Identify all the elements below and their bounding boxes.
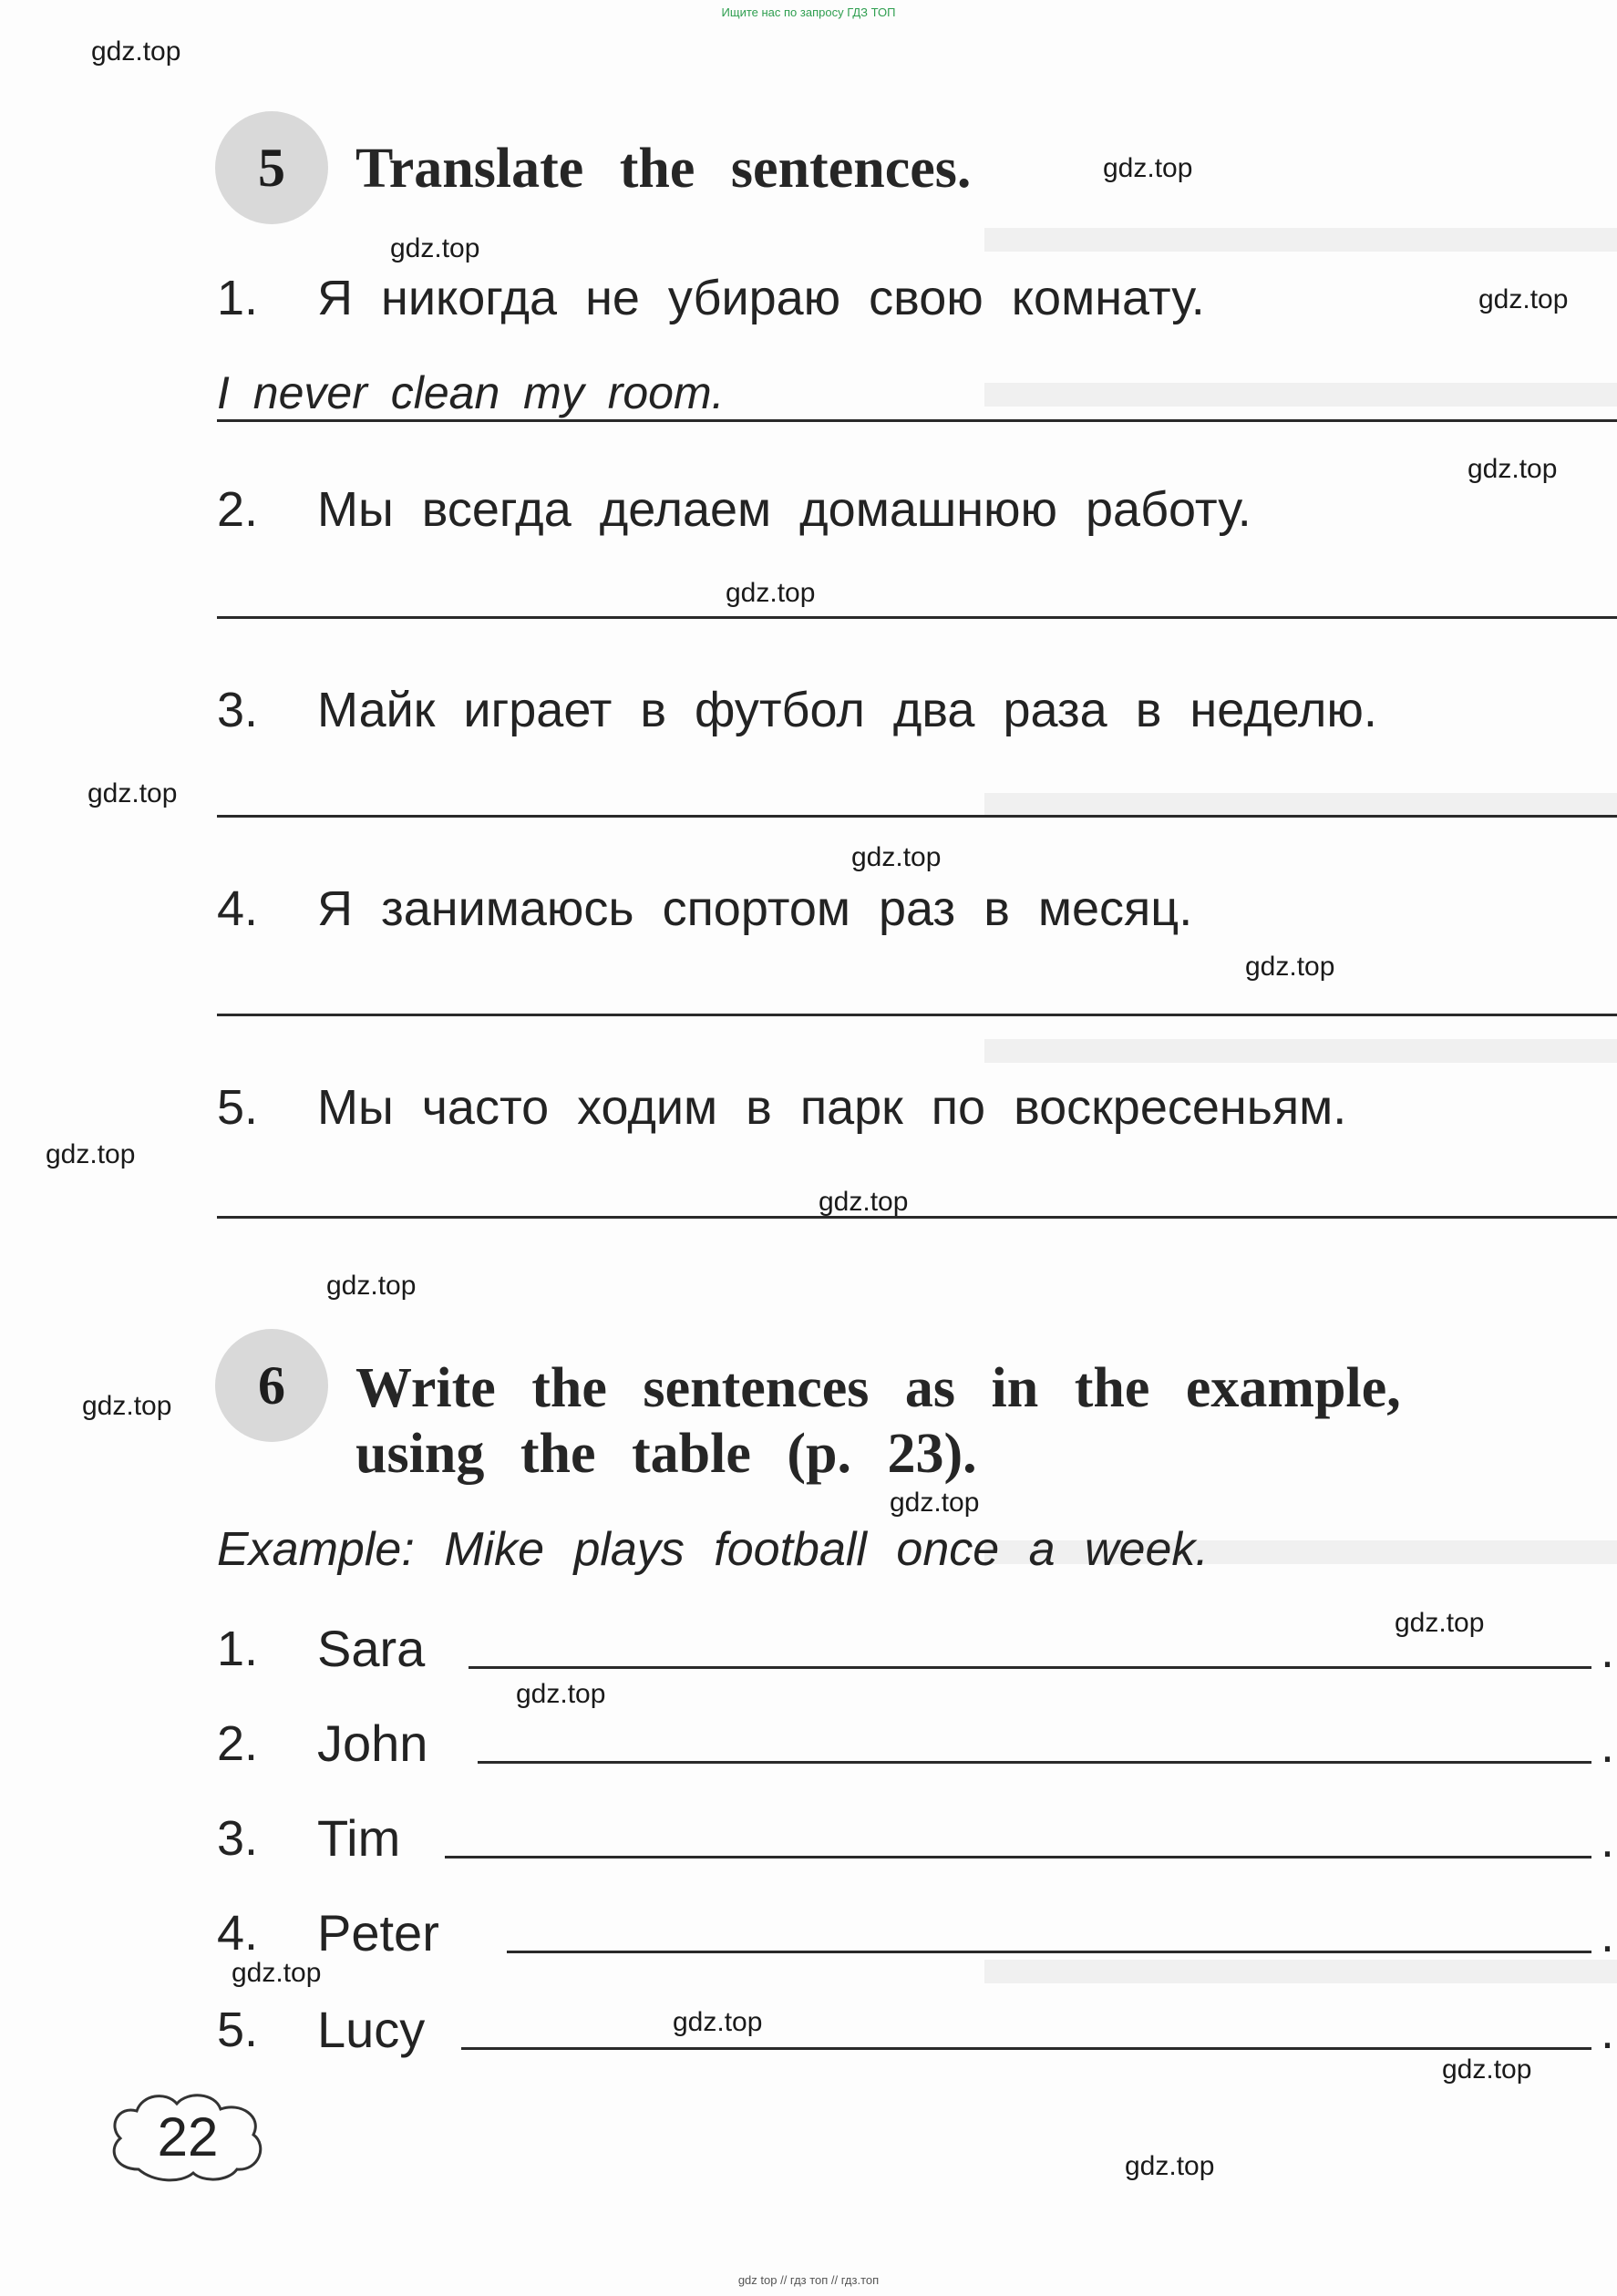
item-number: 4. [217,1906,259,1961]
answer-line[interactable] [217,815,1617,818]
watermark: gdz.top [1478,284,1569,314]
watermark: gdz.top [1395,1608,1485,1638]
watermark: gdz.top [1442,2054,1532,2085]
line-end-period: . [1601,1718,1615,1773]
watermark: gdz.top [851,842,942,872]
page-number: 22 [157,2106,219,2167]
watermark: gdz.top [1468,454,1558,484]
top-banner: Ищите нас по запросу ГДЗ ТОП [721,5,896,19]
item-name: John [317,1714,428,1772]
item-number: 2. [217,482,259,537]
line-end-period: . [1601,1813,1615,1868]
item-name: Tim [317,1809,401,1867]
watermark: gdz.top [1245,952,1335,982]
bleed-through [984,1039,1617,1063]
item-number: 5. [217,1080,259,1135]
watermark: gdz.top [516,1679,606,1709]
answer-line[interactable] [469,1666,1591,1669]
answer-line[interactable] [478,1761,1591,1764]
exercise-6-title-line2: using the table (p. 23). [355,1423,977,1485]
bleed-through [984,1960,1617,1983]
exercise-6-title-line1: Write the sentences as in the example, [355,1357,1401,1419]
item-name: Peter [317,1904,439,1961]
item-number: 3. [217,1811,259,1866]
russian-sentence: Я занимаюсь спортом раз в месяц. [317,881,1193,936]
answer-text: I never clean my room. [217,367,725,418]
line-end-period: . [1601,1908,1615,1962]
item-number: 3. [217,683,259,737]
page-number-cloud [102,2085,273,2188]
watermark: gdz.top [726,578,816,608]
watermark: gdz.top [232,1958,322,1988]
bleed-through [984,793,1617,817]
line-end-period: . [1601,1623,1615,1678]
watermark: gdz.top [91,36,181,67]
answer-line[interactable] [217,1014,1617,1016]
item-name: Sara [317,1620,426,1677]
watermark: gdz.top [1103,153,1193,183]
watermark: gdz.top [82,1391,172,1421]
exercise-5-title: Translate the sentences. [355,138,972,200]
footer-note: gdz top // гдз топ // гдз.топ [737,2273,880,2287]
watermark: gdz.top [890,1488,980,1518]
item-number: 5. [217,2003,259,2057]
watermark: gdz.top [326,1271,417,1301]
item-name: Lucy [317,2001,426,2058]
answer-line[interactable] [507,1951,1591,1953]
watermark: gdz.top [1125,2151,1215,2181]
bleed-through [984,383,1617,407]
watermark: gdz.top [390,233,480,263]
item-number: 4. [217,881,259,936]
watermark: gdz.top [46,1139,136,1169]
exercise-5-number: 5 [215,111,328,224]
answer-line[interactable] [461,2047,1591,2050]
answer-line[interactable] [217,616,1617,619]
answer-line[interactable] [217,419,1617,422]
russian-sentence: Я никогда не убираю свою комнату. [317,271,1205,325]
example-sentence: Example: Mike plays football once a week. [217,1523,1209,1576]
watermark: gdz.top [819,1187,909,1217]
answer-line[interactable] [445,1856,1591,1858]
russian-sentence: Мы часто ходим в парк по воскресеньям. [317,1080,1347,1135]
bleed-through [984,228,1617,252]
line-end-period: . [1601,2004,1615,2059]
watermark: gdz.top [88,778,178,808]
answer-line[interactable] [217,1216,1617,1219]
watermark: gdz.top [673,2007,763,2037]
russian-sentence: Майк играет в футбол два раза в неделю. [317,683,1377,737]
russian-sentence: Мы всегда делаем домашнюю работу. [317,482,1251,537]
item-number: 1. [217,271,259,325]
exercise-6-number: 6 [215,1329,328,1442]
item-number: 1. [217,1622,259,1676]
item-number: 2. [217,1716,259,1771]
